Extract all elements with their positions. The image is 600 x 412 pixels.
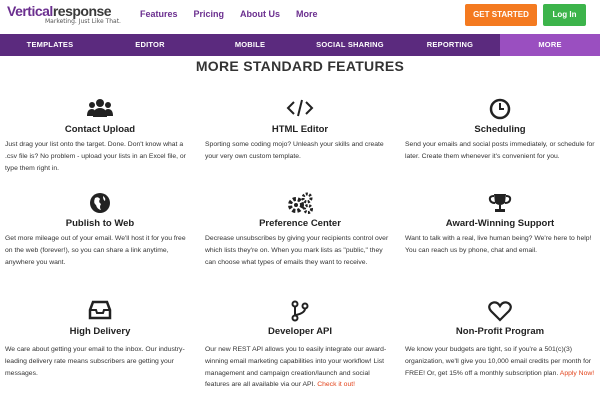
globe-icon: [5, 192, 195, 214]
code-icon: [205, 98, 395, 120]
tab-reporting[interactable]: REPORTING: [426, 40, 474, 49]
logo-wordmark: Verticalresponse: [7, 3, 112, 19]
feature-description: [205, 344, 395, 391]
feature-title: Publish to Web: [65, 218, 135, 229]
trophy-icon: [405, 192, 595, 214]
clock-icon: [405, 98, 595, 120]
nav-more[interactable]: More: [296, 9, 318, 19]
branch-icon: [205, 300, 395, 322]
nav-pricing[interactable]: Pricing: [193, 9, 225, 19]
feature-title: High Delivery: [69, 326, 131, 337]
feature-title: Scheduling: [474, 124, 526, 135]
feature-description: Sporting some coding mojo? Unleash your skills and create your very own custom template.: [205, 141, 384, 160]
tab-templates[interactable]: TEMPLATES: [26, 40, 74, 49]
apply-now-link[interactable]: Apply Now!: [559, 369, 595, 377]
tab-editor[interactable]: EDITOR: [135, 40, 165, 49]
logo-tagline: Marketing. Just Like That.: [45, 18, 121, 25]
tab-mobile[interactable]: MOBILE: [234, 40, 266, 49]
people-icon: [5, 98, 195, 120]
feature-description: Want to talk with a real, live human being? We're here to help! You can reach us by phone, chat and email.: [405, 235, 592, 254]
check-it-out-link[interactable]: Check it out!: [317, 381, 355, 389]
tab-social-sharing[interactable]: SOCIAL SHARING: [316, 40, 384, 49]
section-heading: MORE STANDARD FEATURES: [195, 58, 405, 74]
feature-description: [405, 344, 595, 379]
feature-description: Send your emails and social posts immediately, or schedule for later. Create them whenever it's convenient for you.: [405, 141, 595, 160]
feature-description: We care about getting your email to the inbox. Our industry-leading delivery rate means subscribers are getting your messages.: [5, 346, 185, 377]
feature-description-text: We know your budgets are tight, so if you're a 501(c)(3) organization, we'll give you 10,000 email credits per month for FREE! Or, get 15% off a monthly subscription plan.: [405, 346, 592, 377]
logo[interactable]: [7, 3, 125, 27]
login-button[interactable]: Log In: [543, 4, 586, 26]
feature-title: Developer API: [267, 326, 333, 337]
feature-description: Just drag your list onto the target. Done. Don't know what a .csv file is? No problem - upload your lists in an Excel file, or type them right in.: [5, 141, 186, 172]
heart-icon: [405, 300, 595, 322]
main-nav: [140, 9, 334, 19]
get-started-button[interactable]: GET STARTED: [465, 4, 537, 26]
feature-description: Get more mileage out of your email. We'll host it for you free on the web (forever!), so you can share a link anytime, anywhere you want.: [5, 235, 186, 266]
feature-title: Contact Upload: [64, 124, 136, 135]
feature-title: Award-Winning Support: [445, 218, 555, 229]
tab-more[interactable]: MORE: [500, 34, 600, 56]
feature-title: HTML Editor: [271, 124, 329, 135]
top-header: [0, 0, 600, 30]
gears-icon: [205, 192, 395, 214]
nav-about-us[interactable]: About Us: [240, 9, 281, 19]
feature-description: Decrease unsubscribes by giving your recipients control over which lists they're on. When you mark lists as "public," they can choose what types of emails they want to receive.: [205, 235, 389, 266]
feature-title: Non-Profit Program: [455, 326, 545, 337]
feature-tabs: [0, 34, 600, 56]
feature-description-text: Our new REST API allows you to easily integrate our award-winning email marketing capabilities into your workflow! List management and campaign creation/launch and social features are all available via our API.: [205, 346, 387, 389]
nav-features[interactable]: Features: [140, 9, 178, 19]
inbox-icon: [5, 300, 195, 322]
feature-title: Preference Center: [259, 218, 341, 229]
